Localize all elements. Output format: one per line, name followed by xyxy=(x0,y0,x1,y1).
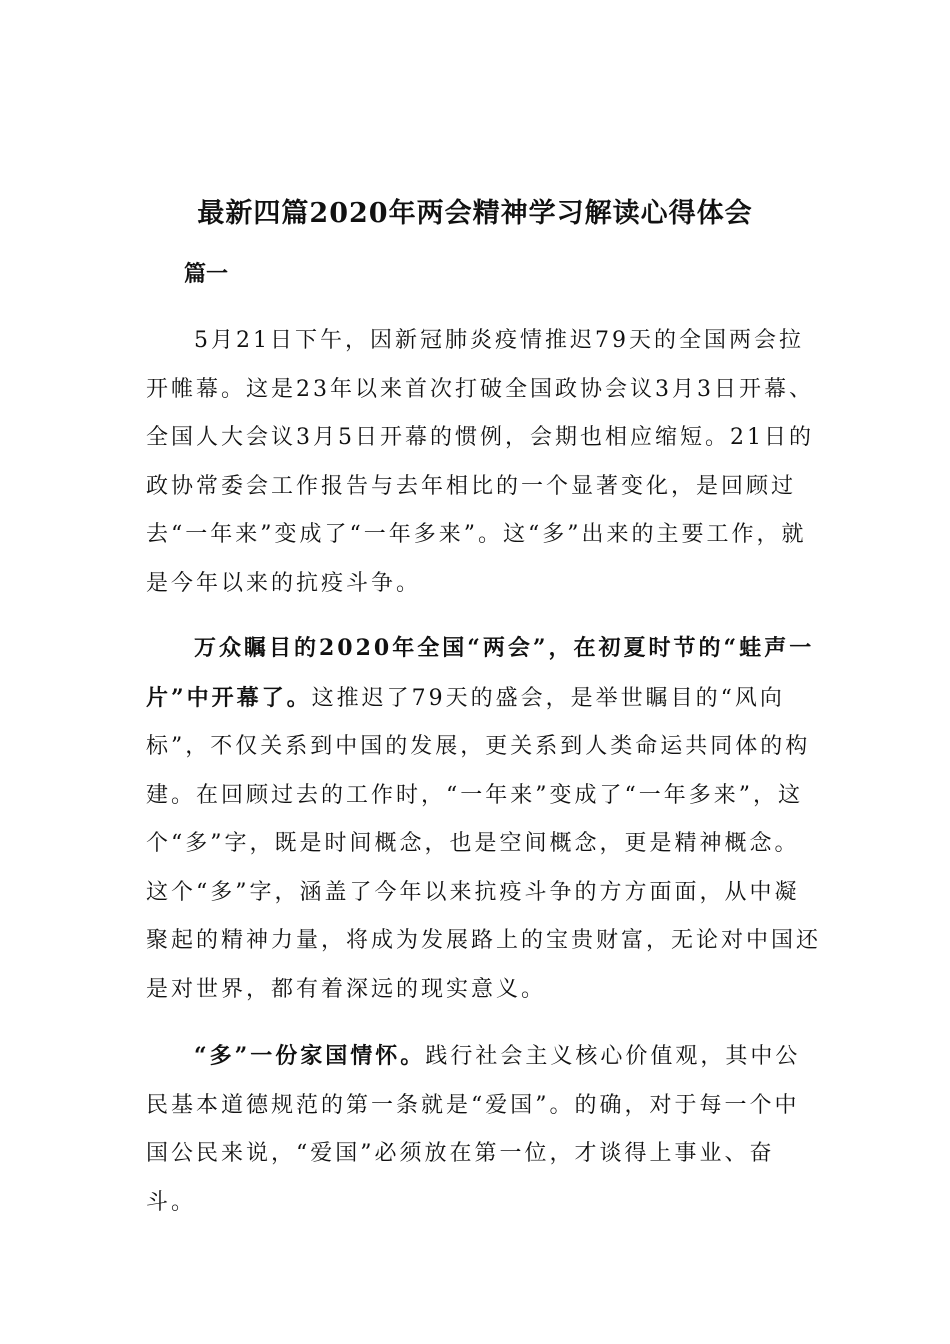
paragraph-2-lead: 万众瞩目的2020年全国“两会”，在初夏时节的“蛙声一片”中开幕了。 xyxy=(146,635,815,711)
paragraph-2 xyxy=(146,624,822,1014)
document-title: 最新四篇2020年两会精神学习解读心得体会 xyxy=(197,198,753,229)
section-heading: 篇一 xyxy=(184,261,229,287)
paragraph-1-text: 5月21日下午，因新冠肺炎疫情推迟79天的全国两会拉开帷幕。这是23年以来首次打破全国政协会议3月3日开幕、全国人大会议3月5日开幕的惯例，会期也相应缩短。21日的政协常委会工作报告与去年相比的一个显著变化，是回顾过去“一年来”变成了“一年多来”。这“多”出来的主要工作，就是今年以来的抗疫斗争。 xyxy=(146,328,814,596)
paragraph-3 xyxy=(146,1032,822,1227)
paragraph-3-text: 践行社会主义核心价值观，其中公民基本道德规范的第一条就是“爱国”。的确，对于每一个中国公民来说，“爱国”必须放在第一位，才谈得上事业、奋斗。 xyxy=(146,1044,801,1215)
paragraph-3-lead: “多”一份家国情怀。 xyxy=(194,1043,426,1069)
paragraph-2-text: 这推迟了79天的盛会，是举世瞩目的“风向标”，不仅关系到中国的发展，更关系到人类命运共同体的构建。在回顾过去的工作时，“一年来”变成了“一年多来”，这个“多”字，既是时间概念，也是空间概念，更是精神概念。这个“多”字，涵盖了今年以来抗疫斗争的方方面面，从中凝聚起的精神力量，将成为发展路上的宝贵财富，无论对中国还是对世界，都有着深远的现实意义。 xyxy=(146,685,822,1002)
paragraph-1 xyxy=(146,316,822,608)
